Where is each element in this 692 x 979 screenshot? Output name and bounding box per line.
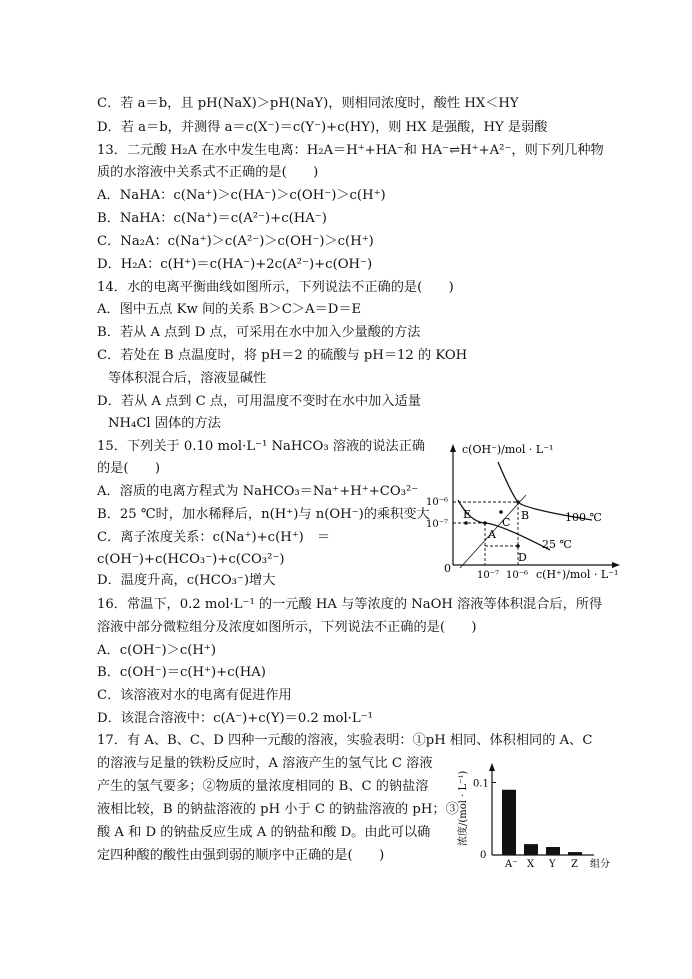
- text-line: B．c(OH⁻)＝c(H⁺)+c(HA): [97, 665, 266, 680]
- text-line: C．若 a＝b，且 pH(NaX)＞pH(NaY)，则相同浓度时，酸性 HX＜HY: [97, 96, 519, 111]
- category-label: Y: [549, 859, 556, 870]
- text-line: D．若从 A 点到 C 点，可用温度不变时在水中加入适量: [97, 394, 421, 409]
- text-line: 17．有 A、B、C、D 四种一元酸的溶液，实验表明：①pH 相同、体积相同的 A、C: [97, 733, 593, 748]
- text-line: D．若 a＝b，并测得 a＝c(X⁻)＝c(Y⁻)+c(HY)，则 HX 是强酸，HY 是弱酸: [97, 120, 548, 135]
- category-label: X: [527, 859, 535, 870]
- text-line: 等体积混合后，溶液显碱性: [108, 371, 267, 386]
- component-concentration-chart: [452, 758, 617, 870]
- text-line: 溶液中部分微粒组分及浓度如图所示，下列说法不正确的是( ): [97, 620, 477, 635]
- text-line: C．该溶液对水的电离有促进作用: [97, 688, 292, 703]
- text-line: 14．水的电离平衡曲线如图所示，下列说法不正确的是( ): [97, 280, 454, 295]
- text-line: A．溶质的电离方程式为 NaHCO₃＝Na⁺+H⁺+CO₃²⁻: [97, 484, 419, 499]
- point-label: C: [502, 516, 511, 529]
- text-line: A．图中五点 Kw 间的关系 B＞C＞A＝D＝E: [97, 302, 362, 317]
- text-line: 的是( ): [97, 461, 161, 476]
- bar-1: [524, 844, 538, 855]
- x-tick-label: 10⁻⁷: [477, 570, 500, 580]
- bar-0: [502, 790, 516, 855]
- text-line: NH₄Cl 固体的方法: [108, 416, 221, 431]
- x-axis-label: c(H⁺)/mol · L⁻¹: [536, 568, 619, 580]
- curve-label-25c: 25 ℃: [542, 538, 572, 551]
- point-marker: [464, 521, 468, 525]
- text-line: B．25 ℃时，加水稀释后，n(H⁺)与 n(OH⁻)的乘积变大: [97, 507, 430, 522]
- point-label: B: [521, 509, 530, 522]
- text-line: 液相比较，B 的钠盐溶液的 pH 小于 C 的钠盐溶液的 pH；③: [97, 802, 459, 817]
- text-line: C．Na₂A：c(Na⁺)＞c(A²⁻)＞c(OH⁻)＞c(H⁺): [97, 234, 374, 249]
- text-line: C．离子浓度关系：c(Na⁺)+c(H⁺) ＝: [97, 530, 331, 545]
- text-line: 15．下列关于 0.10 mol·L⁻¹ NaHCO₃ 溶液的说法正确: [97, 439, 426, 454]
- y-tick-label: 0.1: [473, 778, 489, 790]
- category-label: Z: [571, 859, 578, 870]
- text-line: 质的水溶液中关系式不正确的是( ): [97, 165, 319, 180]
- bar-3: [568, 852, 582, 855]
- x-axis-label: 组分: [590, 859, 610, 870]
- text-line: B．NaHA：c(Na⁺)＝c(A²⁻)+c(HA⁻): [97, 211, 327, 226]
- origin-label: 0: [480, 850, 487, 861]
- point-label: D: [518, 551, 527, 564]
- curve-label-100c: 100 ℃: [565, 511, 602, 524]
- y-axis-arrow: [450, 444, 456, 452]
- text-line: D．该混合溶液中：c(A⁻)+c(Y)＝0.2 mol·L⁻¹: [97, 711, 373, 726]
- text-line: 产生的氢气要多；②物质的量浓度相同的 B、C 的钠盐溶: [97, 779, 429, 794]
- text-line: c(OH⁻)+c(HCO₃⁻)+c(CO₃²⁻): [97, 552, 285, 567]
- text-line: A．c(OH⁻)＞c(H⁺): [97, 643, 216, 658]
- y-tick-label: 10⁻⁶: [426, 497, 449, 508]
- text-line: 的溶液与足量的铁粉反应时，A 溶液产生的氢气比 C 溶液: [97, 756, 433, 771]
- text-line: D．温度升高，c(HCO₃⁻)增大: [97, 573, 276, 588]
- text-line: D．H₂A：c(H⁺)＝c(HA⁻)+2c(A²⁻)+c(OH⁻): [97, 257, 373, 272]
- y-axis-label: c(OH⁻)/mol · L⁻¹: [462, 443, 554, 456]
- water-ionization-figure: [420, 440, 625, 580]
- text-line: C．若处在 B 点温度时，将 pH＝2 的硫酸与 pH＝12 的 KOH: [97, 348, 468, 363]
- text-line: A．NaHA：c(Na⁺)＞c(HA⁻)＞c(OH⁻)＞c(H⁺): [97, 188, 386, 203]
- x-tick-label: 10⁻⁶: [506, 570, 529, 580]
- text-line: 定四种酸的酸性由强到弱的顺序中正确的是( ): [97, 848, 385, 863]
- y-axis-label: 浓度/(mol · L⁻¹): [458, 770, 469, 846]
- point-marker: [516, 544, 520, 548]
- point-marker: [516, 500, 520, 504]
- category-label: A⁻: [505, 859, 518, 870]
- point-marker: [499, 510, 503, 514]
- text-line: B．若从 A 点到 D 点，可采用在水中加入少量酸的方法: [97, 325, 421, 340]
- text-line: 16．常温下，0.2 mol·L⁻¹ 的一元酸 HA 与等浓度的 NaOH 溶液等体积混合后，所得: [97, 597, 603, 612]
- origin-label: 0: [444, 562, 451, 575]
- bar-2: [546, 847, 560, 855]
- point-label: E: [463, 508, 472, 521]
- y-tick-label: 10⁻⁷: [426, 519, 449, 530]
- y-axis-arrow: [489, 763, 495, 771]
- text-line: 13．二元酸 H₂A 在水中发生电离：H₂A＝H⁺+HA⁻和 HA⁻⇌H⁺+A²⁻，则下列几种物: [97, 143, 604, 158]
- text-line: 酸 A 和 D 的钠盐反应生成 A 的钠盐和酸 D。由此可以确: [97, 825, 431, 840]
- point-label: A: [488, 528, 496, 541]
- point-marker: [483, 521, 487, 525]
